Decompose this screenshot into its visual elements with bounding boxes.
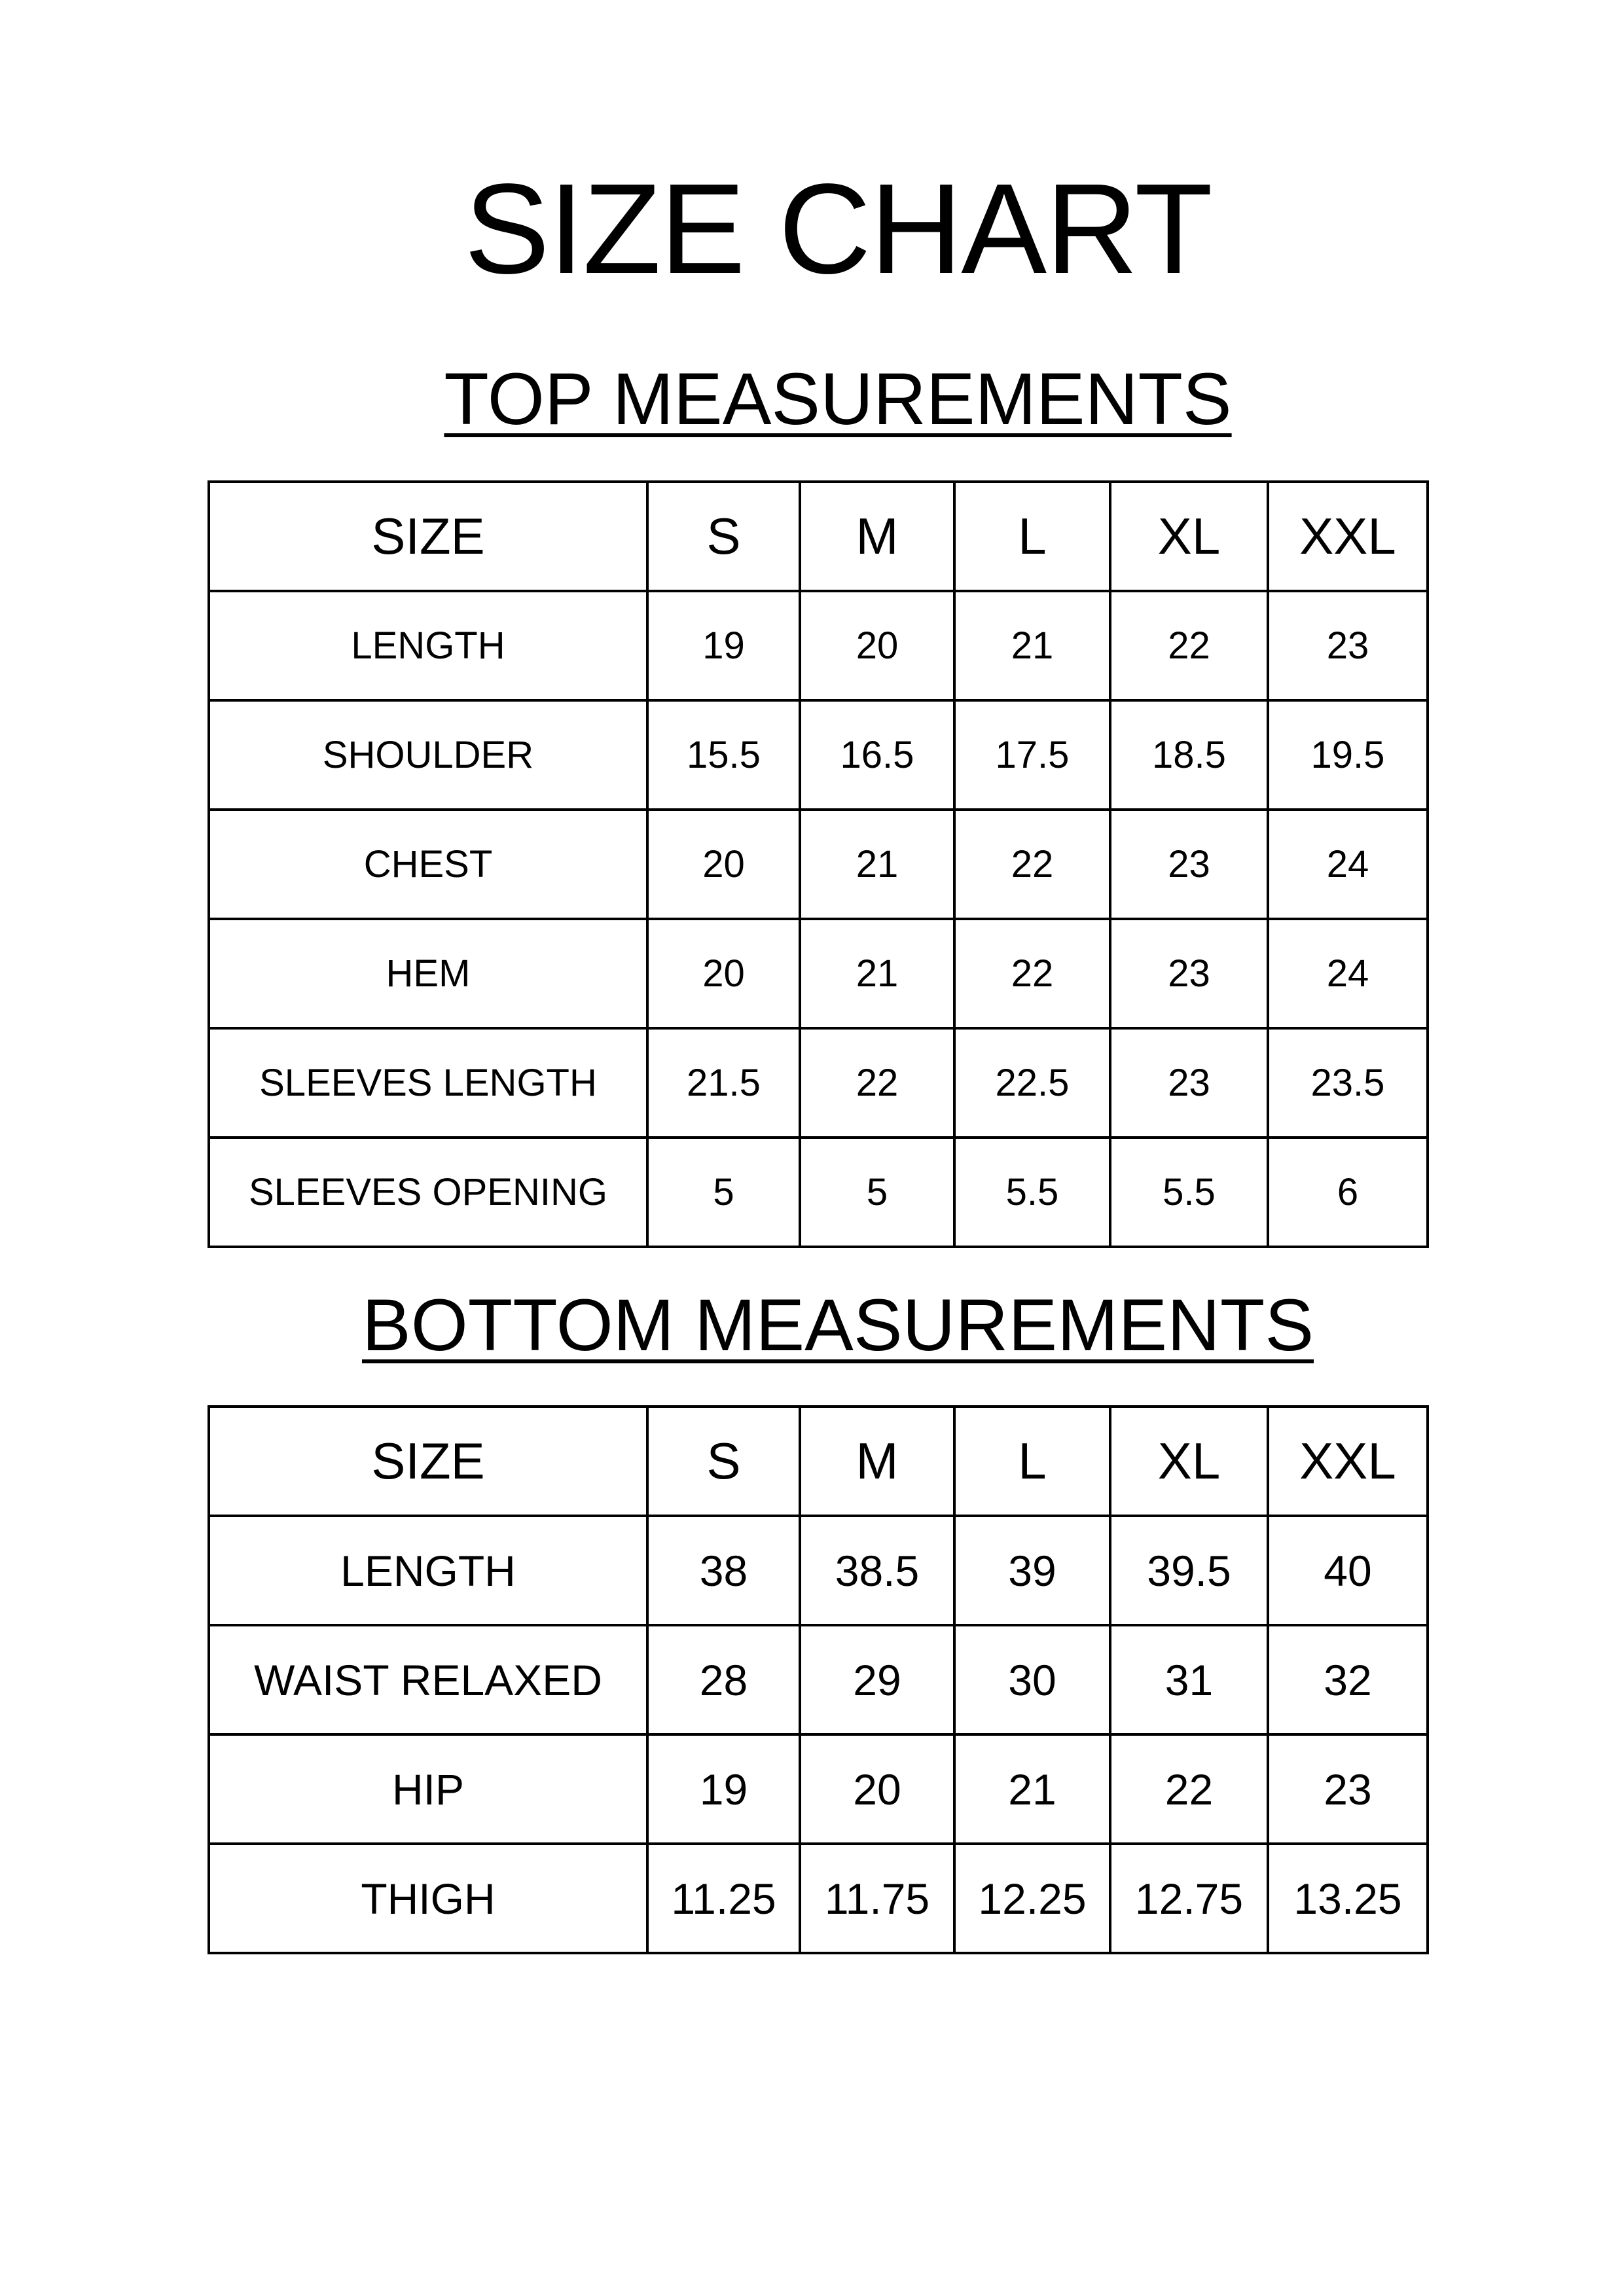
table-cell: 40 [1268,1516,1428,1625]
bottom-measurements-heading [0,1283,1624,1368]
row-label: SLEEVES OPENING [209,1138,647,1247]
header-cell-m: M [800,1407,954,1516]
header-cell-xl: XL [1110,1407,1268,1516]
table-cell: 23 [1110,810,1268,919]
table-cell: 13.25 [1268,1844,1428,1953]
bottom-measurements-table [208,1405,1429,1954]
table-cell: 5 [647,1138,800,1247]
table-cell: 23 [1110,1028,1268,1138]
table-cell: 29 [800,1625,954,1734]
table-header-row [209,1407,1428,1516]
row-label: SLEEVES LENGTH [209,1028,647,1138]
table-row [209,591,1428,700]
table-cell: 23.5 [1268,1028,1428,1138]
table-cell: 24 [1268,810,1428,919]
table-cell: 20 [647,919,800,1028]
table-row [209,919,1428,1028]
table-cell: 38.5 [800,1516,954,1625]
row-label: SHOULDER [209,700,647,810]
table-header-row [209,482,1428,591]
top-measurements-table [208,480,1429,1248]
table-cell: 21 [800,919,954,1028]
table-cell: 12.75 [1110,1844,1268,1953]
header-cell-l: L [954,482,1110,591]
table-row [209,1844,1428,1953]
table-cell: 21.5 [647,1028,800,1138]
table-cell: 39.5 [1110,1516,1268,1625]
table-cell: 5.5 [954,1138,1110,1247]
header-cell-l: L [954,1407,1110,1516]
row-label: HEM [209,919,647,1028]
top-measurements-heading-text: TOP MEASUREMENTS [444,358,1232,440]
table-cell: 22 [800,1028,954,1138]
header-cell-xxl: XXL [1268,1407,1428,1516]
table-row [209,1625,1428,1734]
table-cell: 19 [647,591,800,700]
header-cell-size: SIZE [209,482,647,591]
header-cell-xl: XL [1110,482,1268,591]
table-row [209,1138,1428,1247]
table-cell: 28 [647,1625,800,1734]
table-row [209,700,1428,810]
table-row [209,1734,1428,1844]
table-cell: 21 [954,591,1110,700]
row-label: WAIST RELAXED [209,1625,647,1734]
table-cell: 32 [1268,1625,1428,1734]
table-cell: 30 [954,1625,1110,1734]
table-cell: 11.75 [800,1844,954,1953]
table-cell: 22 [954,919,1110,1028]
table-cell: 22 [1110,591,1268,700]
table-cell: 16.5 [800,700,954,810]
table-cell: 31 [1110,1625,1268,1734]
table-cell: 38 [647,1516,800,1625]
table-cell: 21 [954,1734,1110,1844]
table-cell: 12.25 [954,1844,1110,1953]
row-label: THIGH [209,1844,647,1953]
table-cell: 22 [954,810,1110,919]
header-cell-size: SIZE [209,1407,647,1516]
table-cell: 22 [1110,1734,1268,1844]
table-cell: 19.5 [1268,700,1428,810]
table-cell: 11.25 [647,1844,800,1953]
table-cell: 6 [1268,1138,1428,1247]
table-cell: 19 [647,1734,800,1844]
header-cell-xxl: XXL [1268,482,1428,591]
table-cell: 20 [800,591,954,700]
row-label: CHEST [209,810,647,919]
table-cell: 39 [954,1516,1110,1625]
page-title: SIZE CHART [464,157,1212,300]
table-cell: 23 [1110,919,1268,1028]
header-cell-s: S [647,1407,800,1516]
table-cell: 17.5 [954,700,1110,810]
table-cell: 20 [800,1734,954,1844]
table-cell: 20 [647,810,800,919]
table-cell: 5.5 [1110,1138,1268,1247]
table-cell: 23 [1268,591,1428,700]
table-cell: 23 [1268,1734,1428,1844]
table-row [209,1516,1428,1625]
row-label: LENGTH [209,1516,647,1625]
table-cell: 5 [800,1138,954,1247]
table-cell: 22.5 [954,1028,1110,1138]
table-cell: 18.5 [1110,700,1268,810]
row-label: HIP [209,1734,647,1844]
table-cell: 15.5 [647,700,800,810]
table-cell: 24 [1268,919,1428,1028]
table-cell: 21 [800,810,954,919]
row-label: LENGTH [209,591,647,700]
header-cell-m: M [800,482,954,591]
table-row [209,810,1428,919]
header-cell-s: S [647,482,800,591]
top-measurements-heading [0,357,1624,442]
table-row [209,1028,1428,1138]
bottom-measurements-heading-text: BOTTOM MEASUREMENTS [361,1284,1314,1366]
